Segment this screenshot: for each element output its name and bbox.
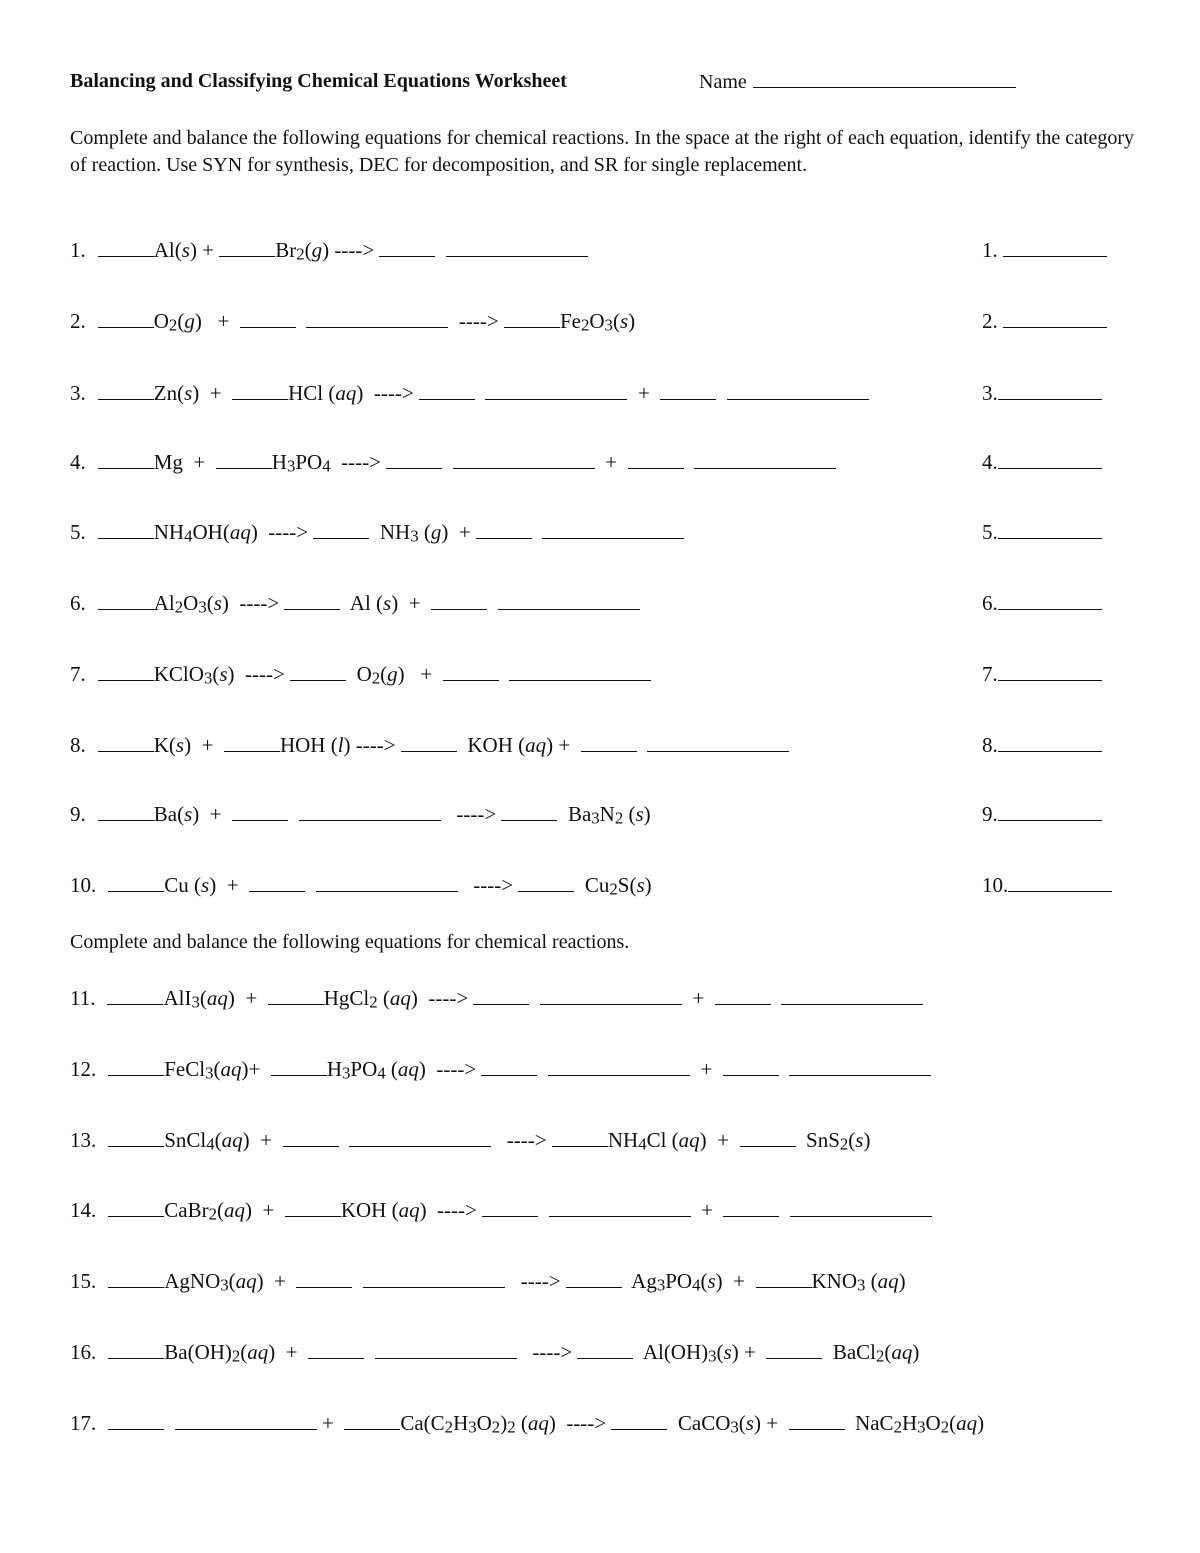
- answer-9: [982, 802, 1102, 827]
- coefficient-blank[interactable]: [443, 663, 499, 681]
- coefficient-blank[interactable]: [98, 592, 154, 610]
- formula-text: Ca(C: [400, 1411, 445, 1435]
- formula-text: Zn: [153, 381, 178, 405]
- formula-blank[interactable]: [509, 663, 651, 681]
- coefficient-blank[interactable]: [283, 1129, 339, 1147]
- reaction-type-blank[interactable]: [1003, 310, 1107, 328]
- formula-blank[interactable]: [175, 1412, 317, 1430]
- equation-1: 1. $Al(s) + Br_2(g)$ ---->: [70, 238, 588, 263]
- state-label: aq: [398, 1198, 420, 1222]
- coefficient-blank[interactable]: [476, 521, 532, 539]
- state-label: aq: [229, 520, 251, 544]
- state-label: s: [184, 802, 193, 826]
- item-number: 17.: [70, 1411, 97, 1435]
- formula-text: CaCO: [677, 1411, 731, 1435]
- coefficient-blank[interactable]: [98, 239, 154, 257]
- worksheet-header: [70, 70, 747, 93]
- formula-blank[interactable]: [549, 1199, 691, 1217]
- coefficient-blank[interactable]: [219, 239, 275, 257]
- equation-16: 16. $Ba(OH)_2(aq)$ + ----> $Al(OH)_3(s)$ + BaCl$_2$(aq): [70, 1340, 920, 1366]
- state-label: aq: [247, 1340, 269, 1364]
- formula-text: KNO: [811, 1269, 857, 1293]
- coefficient-blank[interactable]: [284, 592, 340, 610]
- coefficient-blank[interactable]: [271, 1058, 327, 1076]
- equation-14: 14. CaBr$_2$(aq) + KOH (aq) ----> +: [70, 1198, 932, 1223]
- formula-blank[interactable]: [790, 1199, 932, 1217]
- state-label: s: [175, 733, 185, 757]
- coefficient-blank[interactable]: [108, 1129, 164, 1147]
- coefficient-blank[interactable]: [577, 1341, 633, 1359]
- equation-6: 6. $Al_2O_3(s)$ ----> Al (s) +: [70, 591, 640, 616]
- coefficient-blank[interactable]: [482, 1199, 538, 1217]
- state-label: g: [311, 238, 323, 262]
- item-number: 7.: [70, 662, 86, 686]
- formula-blank[interactable]: [306, 310, 448, 328]
- coefficient-blank[interactable]: [98, 521, 154, 539]
- formula-text: Ag: [631, 1269, 657, 1293]
- answer-7: [982, 662, 1102, 687]
- coefficient-blank[interactable]: [566, 1270, 622, 1288]
- formula-text: Al: [153, 591, 175, 615]
- coefficient-blank[interactable]: [98, 734, 154, 752]
- coefficient-blank[interactable]: [481, 1058, 537, 1076]
- equation-7: 7. KClO$_3$(s) ----> $O_2(g)$ +: [70, 662, 651, 687]
- equation-2: 2. $O_2(g)$ + ----> $Fe_2O_3(s)$: [70, 309, 636, 335]
- coefficient-blank[interactable]: [224, 734, 280, 752]
- coefficient-blank[interactable]: [504, 310, 560, 328]
- equation-8: 8. K(s) + HOH (l) ----> KOH (aq) +: [70, 733, 789, 758]
- coefficient-blank[interactable]: [386, 451, 442, 469]
- formula-blank[interactable]: [727, 382, 869, 400]
- item-number: 6.: [70, 591, 86, 615]
- equation-9: 9. Ba(s) + ----> $Ba_3N_2$ (s): [70, 802, 651, 828]
- coefficient-blank[interactable]: [216, 451, 272, 469]
- formula-blank[interactable]: [647, 734, 789, 752]
- formula-text: AlI: [163, 986, 192, 1010]
- coefficient-blank[interactable]: [756, 1270, 812, 1288]
- answer-6: [982, 591, 1102, 616]
- state-label: s: [707, 1269, 716, 1293]
- coefficient-blank[interactable]: [108, 1412, 164, 1430]
- equation-10: 10. Cu (s) + ----> $Cu_2S(s)$: [70, 873, 652, 899]
- equation-13: 13. SnCl$_4$(aq) + ----> $NH_4Cl$ (aq) + SnS$_2$(s): [70, 1128, 871, 1154]
- item-number: 8.: [70, 733, 86, 757]
- coefficient-blank[interactable]: [296, 1270, 352, 1288]
- state-label: s: [201, 873, 210, 897]
- reaction-type-blank[interactable]: [1003, 239, 1107, 257]
- formula-blank[interactable]: [694, 451, 836, 469]
- coefficient-blank[interactable]: [501, 803, 557, 821]
- formula-blank[interactable]: [485, 382, 627, 400]
- coefficient-blank[interactable]: [232, 803, 288, 821]
- formula-text: KClO: [153, 662, 204, 686]
- item-number: 7.: [982, 662, 998, 686]
- formula-text: Ba: [153, 802, 178, 826]
- state-label: l: [337, 733, 344, 757]
- formula-text: NH: [607, 1128, 639, 1152]
- formula-text: H: [326, 1057, 342, 1081]
- coefficient-blank[interactable]: [740, 1129, 796, 1147]
- formula-text: BaCl: [832, 1340, 876, 1364]
- item-number: 12.: [70, 1057, 97, 1081]
- reaction-type-blank[interactable]: [998, 663, 1102, 681]
- item-number: 4.: [982, 450, 998, 474]
- coefficient-blank[interactable]: [789, 1412, 845, 1430]
- item-number: 10.: [982, 873, 1009, 897]
- coefficient-blank[interactable]: [98, 310, 154, 328]
- coefficient-blank[interactable]: [285, 1199, 341, 1217]
- answer-8: [982, 733, 1102, 758]
- equation-3: 3. Zn(s) + HCl (aq) ----> +: [70, 381, 869, 406]
- formula-text: NH: [379, 520, 411, 544]
- formula-text: Fe: [559, 309, 581, 333]
- formula-text: HgCl: [323, 986, 370, 1010]
- coefficient-blank[interactable]: [581, 734, 637, 752]
- item-number: 13.: [70, 1128, 97, 1152]
- state-label: aq: [221, 1128, 243, 1152]
- formula-text: O: [153, 309, 169, 333]
- coefficient-blank[interactable]: [518, 874, 574, 892]
- coefficient-blank[interactable]: [249, 874, 305, 892]
- item-number: 1.: [70, 238, 86, 262]
- instructions-part1: Complete and balance the following equations for chemical reactions. In the space at the right of each equation, identify the category of reaction. Use SYN for synthesis, DEC for decomposition, and SR for single replacement.: [70, 127, 1135, 176]
- item-number: 3.: [982, 381, 998, 405]
- reaction-type-blank[interactable]: [998, 803, 1102, 821]
- coefficient-blank[interactable]: [290, 663, 346, 681]
- coefficient-blank[interactable]: [723, 1058, 779, 1076]
- equation-11: 11. AlI$_3$(aq) + HgCl$_2$ (aq) ----> +: [70, 986, 923, 1011]
- formula-blank[interactable]: [498, 592, 640, 610]
- item-number: 15.: [70, 1269, 97, 1293]
- state-label: s: [219, 662, 228, 686]
- equation-15: 15. AgNO$_3$(aq) + ----> $Ag_3PO_4(s) + KNO_3$ (aq): [70, 1269, 906, 1295]
- item-number: 3.: [70, 381, 86, 405]
- instructions-part2: Complete and balance the following equations for chemical reactions.: [70, 931, 630, 953]
- formula-text: HCl: [288, 381, 324, 405]
- formula-blank[interactable]: [542, 521, 684, 539]
- formula-text: Al: [153, 238, 175, 262]
- state-label: s: [636, 873, 645, 897]
- reaction-type-blank[interactable]: [998, 382, 1102, 400]
- formula-blank[interactable]: [781, 987, 923, 1005]
- item-number: 10.: [70, 873, 97, 897]
- answer-5: [982, 520, 1102, 545]
- reaction-type-blank[interactable]: [998, 451, 1102, 469]
- state-label: aq: [397, 1057, 419, 1081]
- formula-text: KOH: [340, 1198, 387, 1222]
- state-label: s: [635, 802, 644, 826]
- formula-blank[interactable]: [375, 1341, 517, 1359]
- formula-text: KOH: [467, 733, 513, 757]
- state-label: g: [387, 662, 398, 686]
- name-field[interactable]: [699, 70, 1016, 94]
- coefficient-blank[interactable]: [108, 1058, 164, 1076]
- state-label: s: [181, 238, 190, 262]
- coefficient-blank[interactable]: [268, 987, 324, 1005]
- coefficient-blank[interactable]: [108, 1199, 164, 1217]
- equation-4: 4. $Mg + H_3PO_4$ ----> +: [70, 450, 836, 475]
- item-number: 14.: [70, 1198, 97, 1222]
- formula-blank[interactable]: [316, 874, 458, 892]
- formula-text: CaBr: [164, 1198, 209, 1222]
- formula-text: SnCl: [164, 1128, 207, 1152]
- formula-text: NH: [153, 520, 185, 544]
- coefficient-blank[interactable]: [108, 1341, 164, 1359]
- state-label: aq: [235, 1269, 257, 1293]
- formula-text: SnS: [806, 1128, 840, 1152]
- coefficient-blank[interactable]: [552, 1129, 608, 1147]
- formula-text: H: [271, 450, 287, 474]
- coefficient-blank[interactable]: [660, 382, 716, 400]
- formula-blank[interactable]: [446, 239, 588, 257]
- worksheet-title: Balancing and Classifying Chemical Equations Worksheet: [70, 70, 567, 92]
- item-number: 2.: [70, 309, 86, 333]
- state-label: s: [745, 1411, 754, 1435]
- state-label: aq: [891, 1340, 913, 1364]
- equation-17: 17. + $Ca(C_2H_3O_2)_2$ (aq) ----> CaCO$_3$(s) + $NaC_2H_3O_2(aq)$: [70, 1411, 985, 1437]
- state-label: aq: [527, 1411, 549, 1435]
- formula-text: FeCl: [164, 1057, 206, 1081]
- item-number: 9.: [70, 802, 86, 826]
- coefficient-blank[interactable]: [766, 1341, 822, 1359]
- item-number: 5.: [70, 520, 86, 544]
- coefficient-blank[interactable]: [98, 803, 154, 821]
- state-label: g: [430, 520, 442, 544]
- state-label: s: [723, 1340, 732, 1364]
- equation-5: 5. $NH_4OH(aq)$ ----> $NH_3$ (g) +: [70, 520, 684, 545]
- state-label: g: [184, 309, 195, 333]
- coefficient-blank[interactable]: [313, 521, 369, 539]
- coefficient-blank[interactable]: [715, 987, 771, 1005]
- formula-text: NaC: [855, 1411, 894, 1435]
- state-label: aq: [956, 1411, 978, 1435]
- state-label: aq: [206, 986, 228, 1010]
- state-label: aq: [220, 1057, 242, 1081]
- formula-text: Cu: [584, 873, 610, 897]
- formula-text: Al(OH): [642, 1340, 709, 1364]
- state-label: aq: [389, 986, 411, 1010]
- answer-2: [982, 309, 1107, 334]
- coefficient-blank[interactable]: [240, 310, 296, 328]
- coefficient-blank[interactable]: [98, 451, 154, 469]
- formula-text: Br: [275, 238, 297, 262]
- formula-text: O: [356, 662, 372, 686]
- coefficient-blank[interactable]: [344, 1412, 400, 1430]
- formula-text: K: [153, 733, 169, 757]
- formula-blank[interactable]: [363, 1270, 505, 1288]
- coefficient-blank[interactable]: [401, 734, 457, 752]
- coefficient-blank[interactable]: [108, 1270, 164, 1288]
- coefficient-blank[interactable]: [431, 592, 487, 610]
- formula-blank[interactable]: [299, 803, 441, 821]
- formula-blank[interactable]: [548, 1058, 690, 1076]
- coefficient-blank[interactable]: [98, 663, 154, 681]
- state-label: aq: [678, 1128, 700, 1152]
- equation-12: 12. FeCl$_3$(aq)+ $H_3PO_4$ (aq) ----> +: [70, 1057, 931, 1082]
- reaction-type-blank[interactable]: [1008, 874, 1112, 892]
- answer-10: [982, 873, 1112, 898]
- reaction-type-blank[interactable]: [998, 734, 1102, 752]
- item-number: 11.: [70, 986, 96, 1010]
- name-label: Name: [699, 71, 747, 93]
- coefficient-blank[interactable]: [379, 239, 435, 257]
- reaction-type-blank[interactable]: [998, 521, 1102, 539]
- formula-text: Ba: [567, 802, 592, 826]
- coefficient-blank[interactable]: [473, 987, 529, 1005]
- state-label: aq: [223, 1198, 245, 1222]
- coefficient-blank[interactable]: [232, 382, 288, 400]
- answer-4: [982, 450, 1102, 475]
- name-blank[interactable]: [753, 70, 1016, 88]
- coefficient-blank[interactable]: [723, 1199, 779, 1217]
- answer-3: [982, 381, 1102, 406]
- coefficient-blank[interactable]: [108, 874, 164, 892]
- answer-1: [982, 238, 1107, 263]
- coefficient-blank[interactable]: [308, 1341, 364, 1359]
- state-label: aq: [877, 1269, 899, 1293]
- formula-text: Mg: [153, 450, 183, 474]
- coefficient-blank[interactable]: [419, 382, 475, 400]
- item-number: 1.: [982, 238, 998, 262]
- item-number: 8.: [982, 733, 998, 757]
- item-number: 5.: [982, 520, 998, 544]
- state-label: s: [855, 1128, 864, 1152]
- formula-text: Ba(OH): [164, 1340, 232, 1364]
- reaction-type-blank[interactable]: [998, 592, 1102, 610]
- item-number: 4.: [70, 450, 86, 474]
- state-label: s: [184, 381, 193, 405]
- state-label: aq: [525, 733, 547, 757]
- state-label: s: [619, 309, 629, 333]
- formula-blank[interactable]: [540, 987, 682, 1005]
- formula-blank[interactable]: [453, 451, 595, 469]
- state-label: s: [213, 591, 222, 615]
- formula-text: Cu: [164, 873, 189, 897]
- formula-text: Al: [349, 591, 371, 615]
- item-number: 2.: [982, 309, 998, 333]
- coefficient-blank[interactable]: [611, 1412, 667, 1430]
- formula-text: AgNO: [164, 1269, 221, 1293]
- state-label: s: [383, 591, 392, 615]
- coefficient-blank[interactable]: [107, 987, 163, 1005]
- coefficient-blank[interactable]: [628, 451, 684, 469]
- item-number: 9.: [982, 802, 998, 826]
- formula-text: HOH: [279, 733, 326, 757]
- item-number: 6.: [982, 591, 998, 615]
- formula-blank[interactable]: [789, 1058, 931, 1076]
- coefficient-blank[interactable]: [98, 382, 154, 400]
- item-number: 16.: [70, 1340, 97, 1364]
- state-label: aq: [335, 381, 357, 405]
- formula-blank[interactable]: [349, 1129, 491, 1147]
